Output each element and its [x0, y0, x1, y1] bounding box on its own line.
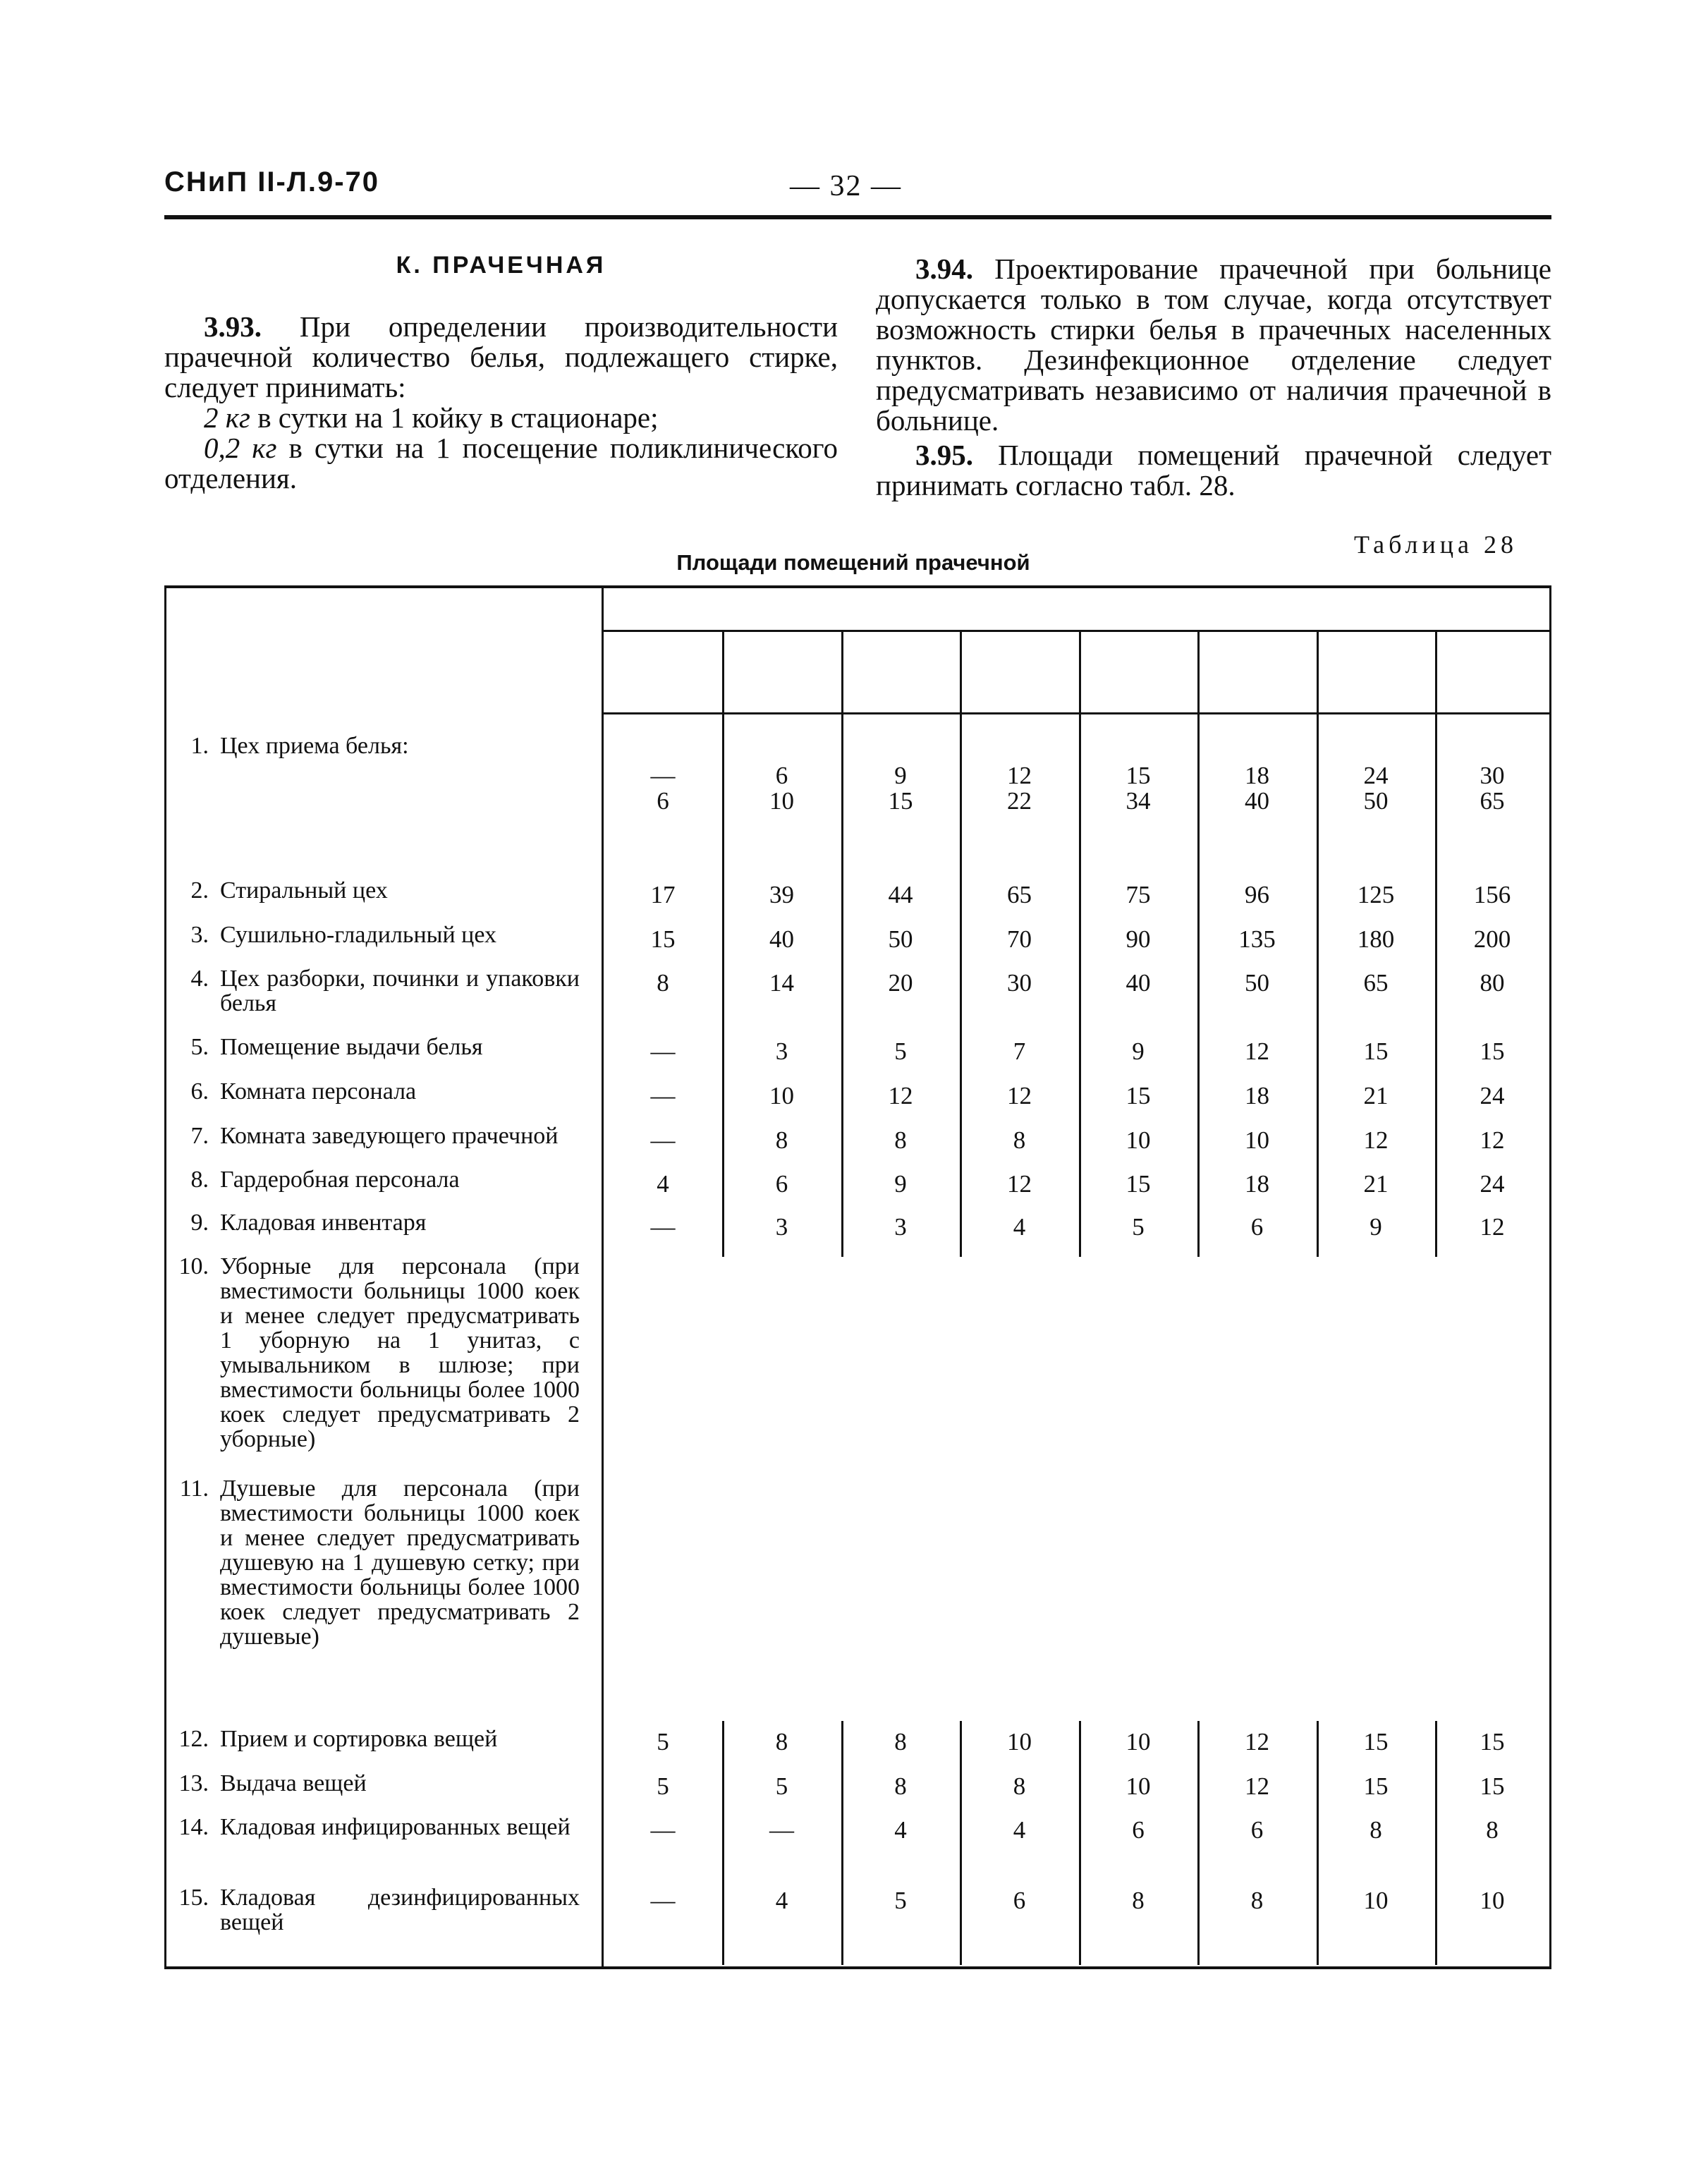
- page-number: — 32 —: [790, 170, 902, 202]
- table-cell-value: 22: [1007, 787, 1032, 815]
- table-cell-value: 12: [888, 1082, 913, 1109]
- table-left-rule: [164, 585, 166, 1968]
- table-cell-value: 6: [1132, 1816, 1145, 1844]
- table-cell-value: 3: [775, 1213, 788, 1241]
- column-rule: [1317, 1721, 1319, 1965]
- table-cell-value: 8: [1013, 1772, 1026, 1800]
- norm-value: 0,2 кг: [204, 432, 277, 464]
- table-cell-value: 3: [894, 1213, 907, 1241]
- table-cell-value: 8: [1370, 1816, 1382, 1844]
- table-cell-value: 15: [650, 925, 676, 953]
- row-text: Помещение выдачи белья: [220, 1034, 483, 1060]
- table-cell-value: 156: [1473, 881, 1511, 908]
- header-column-rule: [722, 632, 724, 712]
- table-cell-value: 39: [769, 881, 794, 908]
- table-cell-value: 7: [1013, 1038, 1026, 1065]
- column-rule: [1197, 714, 1200, 1257]
- table-cell-value: 12: [1480, 1213, 1505, 1241]
- row-text: Стиральный цех: [220, 877, 388, 903]
- table-cell-value: 5: [657, 1772, 669, 1800]
- table-cell-value: 9: [1132, 1038, 1145, 1065]
- table-cell-value: 17: [650, 881, 676, 908]
- row-text: Гардеробная персонала: [220, 1167, 460, 1193]
- table-cell-value: —: [650, 762, 676, 789]
- row-number: 6.: [190, 1078, 209, 1105]
- table-cell-value: 5: [894, 1038, 907, 1065]
- table-cell-value: 40: [1245, 787, 1269, 815]
- table-cell-value: 90: [1126, 925, 1151, 953]
- table-top-rule: [164, 585, 1551, 588]
- table-cell-value: 10: [1126, 1728, 1151, 1756]
- table-cell-value: 9: [894, 762, 907, 789]
- table-cell-value: 4: [1013, 1816, 1026, 1844]
- table-cell-value: 15: [1480, 1038, 1505, 1065]
- row-text: Выдача вещей: [220, 1770, 367, 1796]
- table-cell-value: 12: [1007, 1170, 1032, 1198]
- table-cell-value: 4: [657, 1170, 669, 1198]
- table-cell-value: 20: [888, 969, 913, 997]
- table-cell-value: 8: [1132, 1887, 1145, 1914]
- row-number: 4.: [190, 966, 209, 992]
- table-cell-value: 12: [1363, 1126, 1389, 1154]
- table-cell-value: 24: [1480, 1170, 1505, 1198]
- row-text: Комната персонала: [220, 1078, 417, 1105]
- section-title: К. ПРАЧЕЧНАЯ: [396, 252, 606, 279]
- table-cell-value: 12: [1245, 1772, 1269, 1800]
- norm-outpatient: [164, 433, 838, 494]
- row-number: 9.: [190, 1210, 209, 1236]
- header-rule: [164, 215, 1551, 219]
- table-cell-value: 24: [1480, 1082, 1505, 1109]
- clause-text: При определении производительности прачечной количество белья, подлежащего стирке, следует принимать:: [164, 310, 838, 403]
- table-cell-value: 8: [894, 1772, 907, 1800]
- table-cell-value: 125: [1357, 881, 1395, 908]
- table-cell-value: 18: [1245, 1170, 1269, 1198]
- column-rule: [722, 714, 724, 1257]
- table-cell-value: 8: [657, 969, 669, 997]
- table-cell-value: 5: [894, 1887, 907, 1914]
- table-cell-value: 200: [1473, 925, 1511, 953]
- row-text: Цех приема белья:: [220, 733, 409, 759]
- right-column: [876, 254, 1551, 501]
- table-cell-value: 10: [1480, 1887, 1505, 1914]
- table-cell-value: 15: [1480, 1772, 1505, 1800]
- span-header-rule: [602, 630, 1551, 632]
- row-number: 15.: [178, 1885, 209, 1911]
- document-code: СНиП II-Л.9-70: [164, 166, 380, 197]
- table-cell-value: 9: [894, 1170, 907, 1198]
- table-cell-value: 15: [1126, 1082, 1151, 1109]
- row-number: 7.: [190, 1123, 209, 1149]
- header-column-rule: [1197, 632, 1200, 712]
- table-cell-value: —: [650, 1126, 676, 1154]
- table-cell-value: 8: [1486, 1816, 1499, 1844]
- table-cell-value: 40: [1126, 969, 1151, 997]
- table-cell-value: 8: [894, 1728, 907, 1756]
- row-number: 8.: [190, 1167, 209, 1193]
- column-rule: [841, 714, 843, 1257]
- row-text: Кладовая дезинфицированных вещей: [220, 1885, 580, 1935]
- table-cell-value: 50: [1245, 969, 1269, 997]
- norm-text: в сутки на 1 посещение поликлинического отделения.: [164, 432, 838, 494]
- table-cell-value: 12: [1480, 1126, 1505, 1154]
- table-cell-value: 12: [1007, 1082, 1032, 1109]
- table-cell-value: 15: [1126, 1170, 1151, 1198]
- row-number: 12.: [178, 1726, 209, 1752]
- table-cell-value: 96: [1245, 881, 1269, 908]
- table-title: Площади помещений прачечной: [676, 550, 1030, 575]
- table-cell-value: 44: [888, 881, 913, 908]
- table-cell-value: 10: [1126, 1126, 1151, 1154]
- row-number: 5.: [190, 1034, 209, 1060]
- table-cell-value: 8: [775, 1728, 788, 1756]
- table-cell-value: 18: [1245, 762, 1269, 789]
- table-cell-value: 5: [1132, 1213, 1145, 1241]
- table-cell-value: 18: [1245, 1082, 1269, 1109]
- table-cell-value: 8: [894, 1126, 907, 1154]
- row-number: 1.: [190, 733, 209, 759]
- table-cell-value: 30: [1480, 762, 1505, 789]
- table-cell-value: 12: [1245, 1038, 1269, 1065]
- header-column-rule: [1435, 632, 1437, 712]
- table-cell-value: 8: [775, 1126, 788, 1154]
- table-cell-value: 10: [769, 787, 794, 815]
- column-rule: [1079, 714, 1081, 1257]
- paragraph-3-93: [164, 312, 838, 403]
- table-cell-value: 70: [1007, 925, 1032, 953]
- clause-number: 3.94.: [915, 253, 973, 285]
- table-cell-value: —: [650, 1816, 676, 1844]
- table-cell-value: 10: [1007, 1728, 1032, 1756]
- table-cell-value: 65: [1007, 881, 1032, 908]
- row-text: Уборные для персонала (при вместимости больницы 1000 коек и менее следует предусматривать 1 уборную на 1 унитаз, с умывальником в шлюзе; при вместимости больницы более 1000 коек следует предусматривать 2 уборные): [220, 1253, 580, 1452]
- table-cell-value: 10: [1245, 1126, 1269, 1154]
- table-cell-value: 8: [1250, 1887, 1264, 1914]
- row-number: 10.: [178, 1253, 209, 1279]
- table-right-rule: [1549, 585, 1551, 1968]
- table-cell-value: 34: [1126, 787, 1151, 815]
- table-cell-value: 5: [657, 1728, 669, 1756]
- row-number: 3.: [190, 922, 209, 948]
- norm-text: в сутки на 1 койку в стационаре;: [257, 401, 659, 434]
- table-cell-value: 14: [769, 969, 794, 997]
- column-rule: [960, 1721, 962, 1965]
- row-text: Прием и сортировка вещей: [220, 1726, 498, 1752]
- clause-number: 3.95.: [915, 439, 973, 471]
- table-cell-value: 4: [775, 1887, 788, 1914]
- row-number: 11.: [179, 1476, 209, 1502]
- header-column-rule: [1317, 632, 1319, 712]
- paragraph-3-94: [876, 254, 1551, 436]
- row-number: 13.: [178, 1770, 209, 1796]
- column-rule: [722, 1721, 724, 1965]
- rooms-column-rule: [602, 585, 604, 1968]
- table-cell-value: 15: [1363, 1772, 1389, 1800]
- row-text: Душевые для персонала (при вместимости больницы 1000 коек и менее следует предусматривать душевую на 1 душевую сетку; при вместимости больницы более 1000 коек следует предусматривать 2 душевые): [220, 1476, 580, 1650]
- column-rule: [1435, 1721, 1437, 1965]
- column-rule: [960, 714, 962, 1257]
- paragraph-3-95: [876, 440, 1551, 501]
- table-cell-value: 21: [1363, 1082, 1389, 1109]
- table-cell-value: 180: [1357, 925, 1395, 953]
- table-cell-value: —: [650, 1213, 676, 1241]
- row-number: 2.: [190, 877, 209, 903]
- table-cell-value: 15: [1480, 1728, 1505, 1756]
- column-rule: [841, 1721, 843, 1965]
- table-cell-value: 50: [1363, 787, 1389, 815]
- table-cell-value: 6: [1250, 1816, 1264, 1844]
- header-bottom-rule: [602, 712, 1551, 714]
- table-cell-value: 40: [769, 925, 794, 953]
- table-cell-value: 21: [1363, 1170, 1389, 1198]
- header-column-rule: [960, 632, 962, 712]
- table-cell-value: 135: [1238, 925, 1276, 953]
- table-cell-value: 10: [1126, 1772, 1151, 1800]
- header-column-rule: [841, 632, 843, 712]
- clause-text: Площади помещений прачечной следует принимать согласно табл. 28.: [876, 439, 1551, 501]
- table-cell-value: 6: [1250, 1213, 1264, 1241]
- column-rule: [1317, 714, 1319, 1257]
- table-cell-value: 80: [1480, 969, 1505, 997]
- table-cell-value: 15: [1126, 762, 1151, 789]
- table-cell-value: 6: [1013, 1887, 1026, 1914]
- clause-text: Проектирование прачечной при больнице допускается только в том случае, когда отсутствует возможность стирки белья в прачечных населенных пунктов. Дезинфекционное отделение следует предусматривать независимо от наличия прачечной в больнице.: [876, 253, 1551, 437]
- column-rule: [1197, 1721, 1200, 1965]
- table-cell-value: 3: [775, 1038, 788, 1065]
- table-cell-value: —: [769, 1816, 794, 1844]
- table-cell-value: 75: [1126, 881, 1151, 908]
- table-cell-value: 12: [1007, 762, 1032, 789]
- clause-number: 3.93.: [204, 310, 262, 343]
- table-cell-value: 24: [1363, 762, 1389, 789]
- table-cell-value: 4: [894, 1816, 907, 1844]
- table-cell-value: 6: [775, 1170, 788, 1198]
- norm-inpatient: [164, 403, 838, 433]
- table-cell-value: 10: [769, 1082, 794, 1109]
- table-label: Таблица 28: [1354, 530, 1518, 559]
- table-cell-value: —: [650, 1887, 676, 1914]
- table-cell-value: 6: [657, 787, 669, 815]
- table-cell-value: 15: [1363, 1038, 1389, 1065]
- row-number: 14.: [178, 1814, 209, 1840]
- table-cell-value: 6: [775, 762, 788, 789]
- table-cell-value: 8: [1013, 1126, 1026, 1154]
- table-cell-value: 15: [888, 787, 913, 815]
- row-text: Кладовая инфицированных вещей: [220, 1814, 571, 1840]
- table-cell-value: 65: [1363, 969, 1389, 997]
- table-cell-value: —: [650, 1038, 676, 1065]
- table-cell-value: 50: [888, 925, 913, 953]
- row-text: Комната заведующего прачечной: [220, 1123, 559, 1149]
- table-cell-value: 65: [1480, 787, 1505, 815]
- table-cell-value: 15: [1363, 1728, 1389, 1756]
- norm-value: 2 кг: [204, 401, 250, 434]
- table-cell-value: 9: [1370, 1213, 1382, 1241]
- table-cell-value: 5: [775, 1772, 788, 1800]
- row-text: Сушильно-гладильный цех: [220, 922, 497, 948]
- left-column: [164, 250, 838, 494]
- table-cell-value: —: [650, 1082, 676, 1109]
- table-cell-value: 10: [1363, 1887, 1389, 1914]
- row-text: Цех разборки, починки и упаковки белья: [220, 966, 580, 1016]
- header-column-rule: [1079, 632, 1081, 712]
- row-text: Кладовая инвентаря: [220, 1210, 427, 1236]
- table-cell-value: 12: [1245, 1728, 1269, 1756]
- table-cell-value: 4: [1013, 1213, 1026, 1241]
- table-cell-value: 30: [1007, 969, 1032, 997]
- column-rule: [1079, 1721, 1081, 1965]
- column-rule: [1435, 714, 1437, 1257]
- table-bottom-rule: [164, 1966, 1551, 1969]
